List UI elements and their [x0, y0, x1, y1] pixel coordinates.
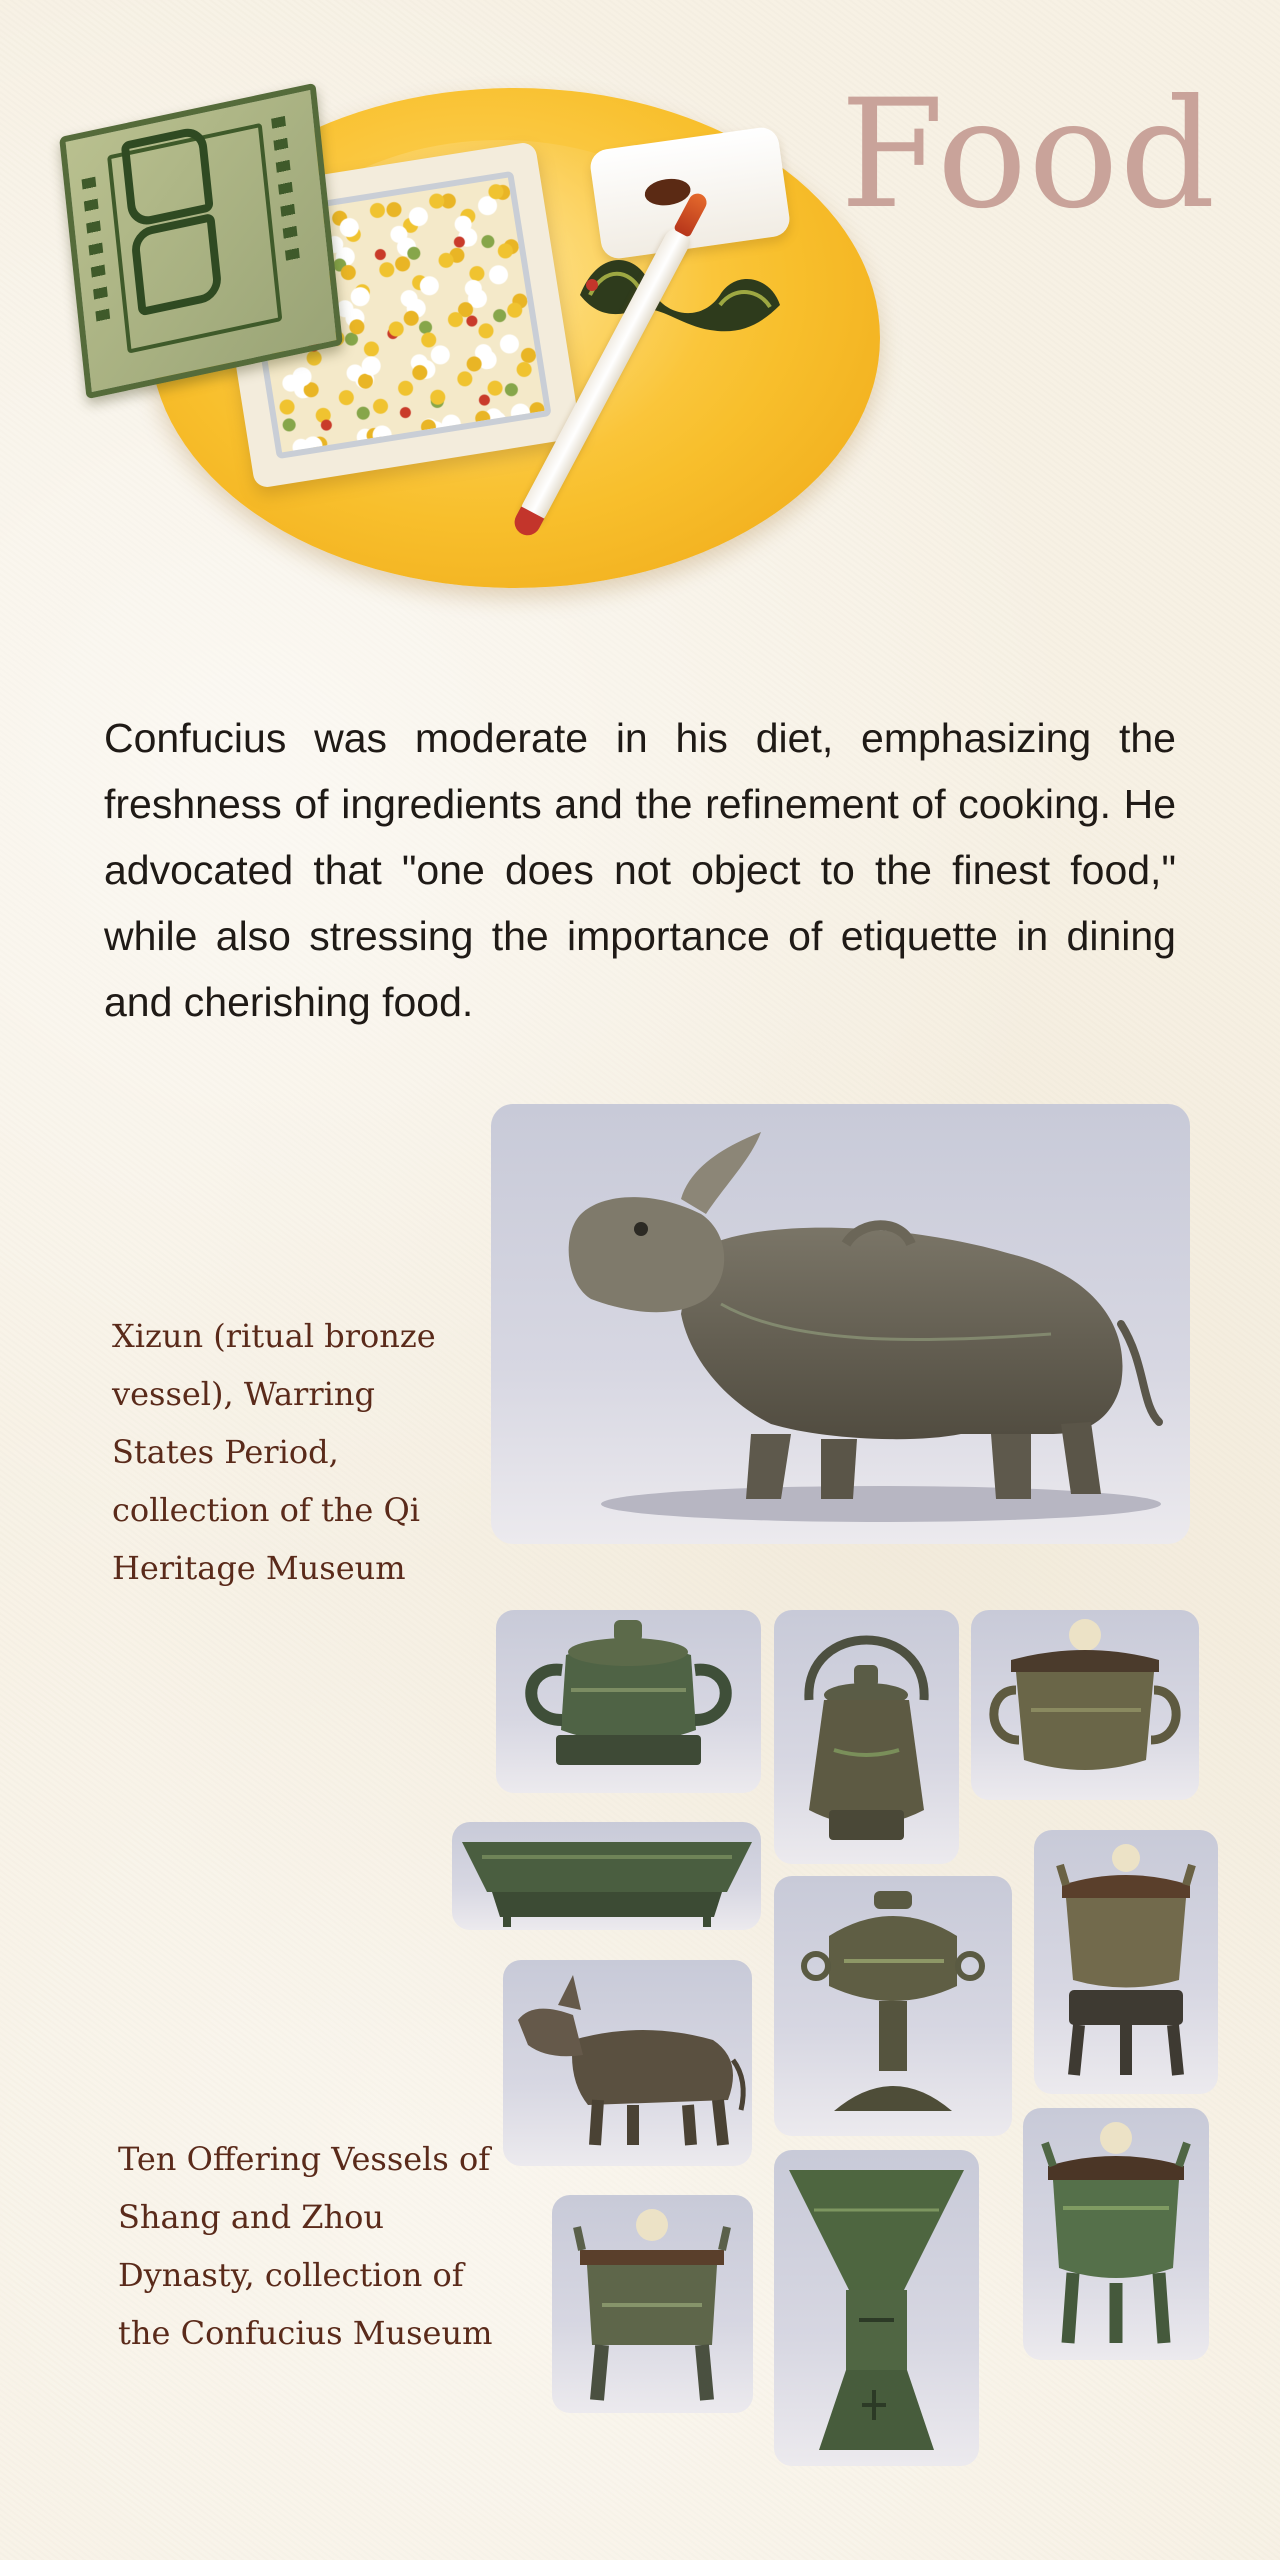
xizun-vessel-photo [491, 1104, 1190, 1544]
gu-vessel-icon [774, 2150, 979, 2466]
vessel-gu-photo [774, 2150, 979, 2466]
lidded-vessel-icon [971, 1610, 1199, 1800]
intro-paragraph: Confucius was moderate in his diet, emphasizing the freshness of ingredients and the refinement of cooking. He advocated that "one does not object to the finest food," while also stressing the importance of etiquette in dining and cherishing food. [104, 715, 1176, 1025]
vessel-ox-zun-photo [503, 1960, 752, 2166]
tray-vessel-icon [452, 1822, 761, 1930]
book-glyph-top [121, 125, 214, 229]
gui-vessel-icon [496, 1610, 761, 1793]
dou-vessel-icon [774, 1876, 1012, 2136]
ox-vessel-icon [491, 1104, 1190, 1544]
ink-well [643, 176, 692, 208]
fangding-vessel-icon [552, 2195, 753, 2413]
vessel-dou-photo [774, 1876, 1012, 2136]
vessel-fangding-photo [552, 2195, 753, 2413]
vessel-tray-photo [452, 1822, 761, 1930]
book-shaped-cover [59, 83, 343, 399]
vessel-ding-photo [1023, 2108, 1209, 2360]
you-vessel-icon [774, 1610, 959, 1864]
caption-xizun: Xizun (ritual bronze vessel), Warring States Period, collection of the Qi Heritage Museum [112, 1317, 436, 1587]
vessel-you-photo [774, 1610, 959, 1864]
book-side-glyphs-left [82, 177, 111, 330]
caption-offering-vessels: Ten Offering Vessels of Shang and Zhou Dynasty, collection of the Confucius Museum [118, 2140, 493, 2352]
page-title: Food [840, 68, 1217, 242]
hero-dish-image [70, 80, 890, 600]
ding-vessel-icon [1023, 2108, 1209, 2360]
book-side-glyphs-right [271, 116, 300, 269]
vessel-fu-photo [971, 1610, 1199, 1800]
vessel-ding-stand-photo [1034, 1830, 1218, 2094]
ox-zun-icon [503, 1960, 752, 2166]
ding-with-stand-icon [1034, 1830, 1218, 2094]
vessel-gui-photo [496, 1610, 761, 1793]
